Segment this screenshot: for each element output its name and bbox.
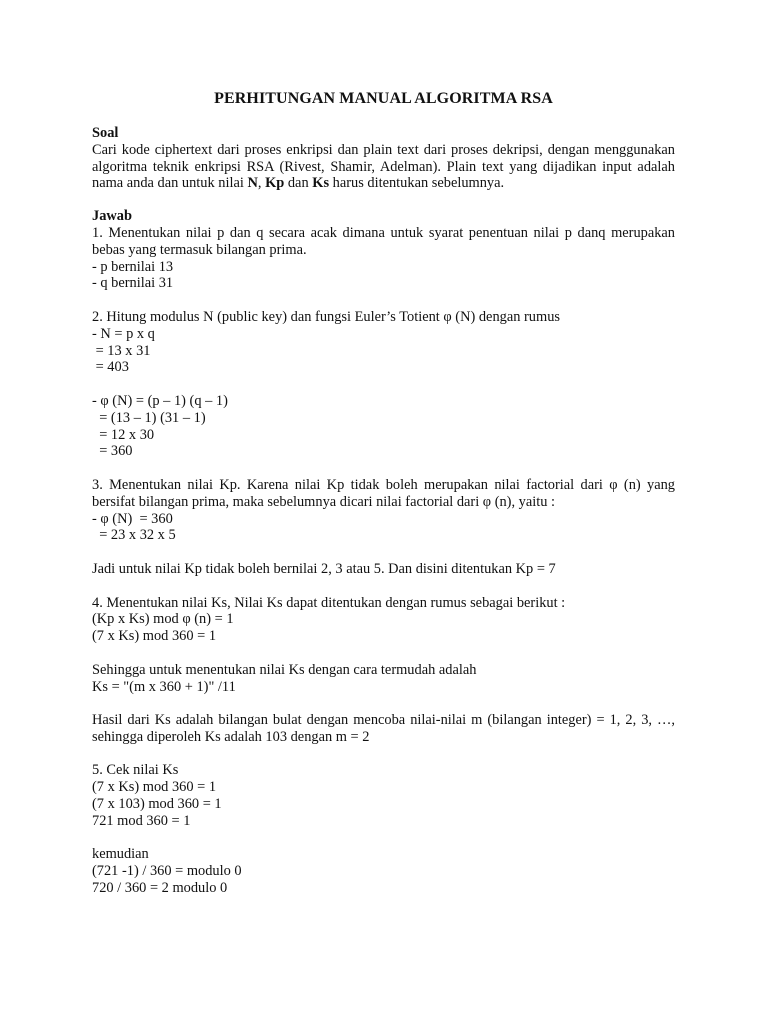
step4-line: (7 x Ks) mod 360 = 1 (92, 628, 217, 645)
spacer (92, 460, 675, 477)
variable-kp: Kp (265, 175, 285, 192)
document-title: PERHITUNGAN MANUAL ALGORITMA RSA (214, 90, 553, 107)
spacer (92, 578, 675, 595)
spacer (92, 645, 675, 662)
step1-text: 1. Menentukan nilai p dan q secara acak dimana untuk syarat penentuan nilai p danq merupakan bebas yang termasuk bilangan prima. (92, 224, 675, 258)
soal-text-part-2: harus ditentukan sebelumnya. (329, 175, 505, 192)
variable-n: N (247, 175, 258, 192)
step2-phi-line: = (13 – 1) (31 – 1) (92, 409, 206, 426)
variable-ks: Ks (312, 175, 330, 192)
spacer (92, 695, 675, 712)
step4-easiest-line: Sehingga untuk menentukan nilai Ks dengan cara termudah adalah (92, 661, 477, 678)
step2-phi-line: = 360 (92, 443, 133, 460)
step4-easiest-line: Ks = "(m x 360 + 1)" /11 (92, 678, 236, 695)
step2-n-line: = 403 (92, 359, 129, 376)
step5-line: (7 x Ks) mod 360 = 1 (92, 779, 217, 796)
step5-then-line: kemudian (92, 846, 149, 863)
step5-then-line: (721 -1) / 360 = modulo 0 (92, 863, 242, 880)
step3-conclusion: Jadi untuk nilai Kp tidak boleh bernilai 2, 3 atau 5. Dan disini ditentukan Kp = 7 (92, 560, 556, 577)
soal-paragraph (92, 142, 675, 192)
spacer (92, 746, 675, 763)
soal-text-part-1: Cari kode ciphertext dari proses enkripsi dan plain text dari proses dekripsi, dengan menggunakan algoritma teknik enkripsi RSA (Rivest, Shamir, Adelman). Plain text yang dijadikan input adalah nama anda dan untuk nilai (92, 141, 675, 192)
step4-result: Hasil dari Ks adalah bilangan bulat dengan mencoba nilai-nilai m (bilangan integer) = 1, 2, 3, …, sehingga diperoleh Ks adalah 103 dengan m = 2 (92, 712, 675, 745)
step3-line: = 23 x 32 x 5 (92, 527, 176, 544)
step5-line: 721 mod 360 = 1 (92, 812, 191, 829)
spacer (92, 830, 675, 847)
step2-n-line: = 13 x 31 (92, 342, 151, 359)
step5-line: (7 x 103) mod 360 = 1 (92, 796, 222, 813)
step2-n-line: - N = p x q (92, 325, 155, 342)
step3-line: - φ (N) = 360 (92, 510, 173, 527)
step2-text: 2. Hitung modulus N (public key) dan fungsi Euler’s Totient φ (N) dengan rumus (92, 308, 560, 325)
soal-heading: Soal (92, 125, 119, 141)
jawab-heading: Jawab (92, 208, 132, 225)
jawab-section (92, 208, 675, 897)
step1-line: - p bernilai 13 (92, 258, 174, 275)
step4-text: 4. Menentukan nilai Ks, Nilai Ks dapat ditentukan dengan rumus sebagai berikut : (92, 594, 566, 611)
spacer (92, 544, 675, 561)
spacer (92, 292, 675, 309)
step5-line: 5. Cek nilai Ks (92, 762, 179, 779)
soal-separator-2: dan (284, 175, 313, 192)
step4-line: (Kp x Ks) mod φ (n) = 1 (92, 611, 234, 628)
step2-phi-line: - φ (N) = (p – 1) (q – 1) (92, 392, 228, 409)
step5-then-line: 720 / 360 = 2 modulo 0 (92, 880, 228, 897)
soal-separator-1: , (257, 175, 266, 192)
soal-section (92, 125, 675, 192)
step3-text: 3. Menentukan nilai Kp. Karena nilai Kp tidak boleh merupakan nilai factorial dari φ (n) yang bersifat bilangan prima, maka sebelumnya dicari nilai factorial dari φ (n), yaitu : (92, 476, 675, 510)
step2-phi-line: = 12 x 30 (92, 426, 155, 443)
spacer (92, 376, 675, 393)
step1-line: - q bernilai 31 (92, 275, 174, 292)
